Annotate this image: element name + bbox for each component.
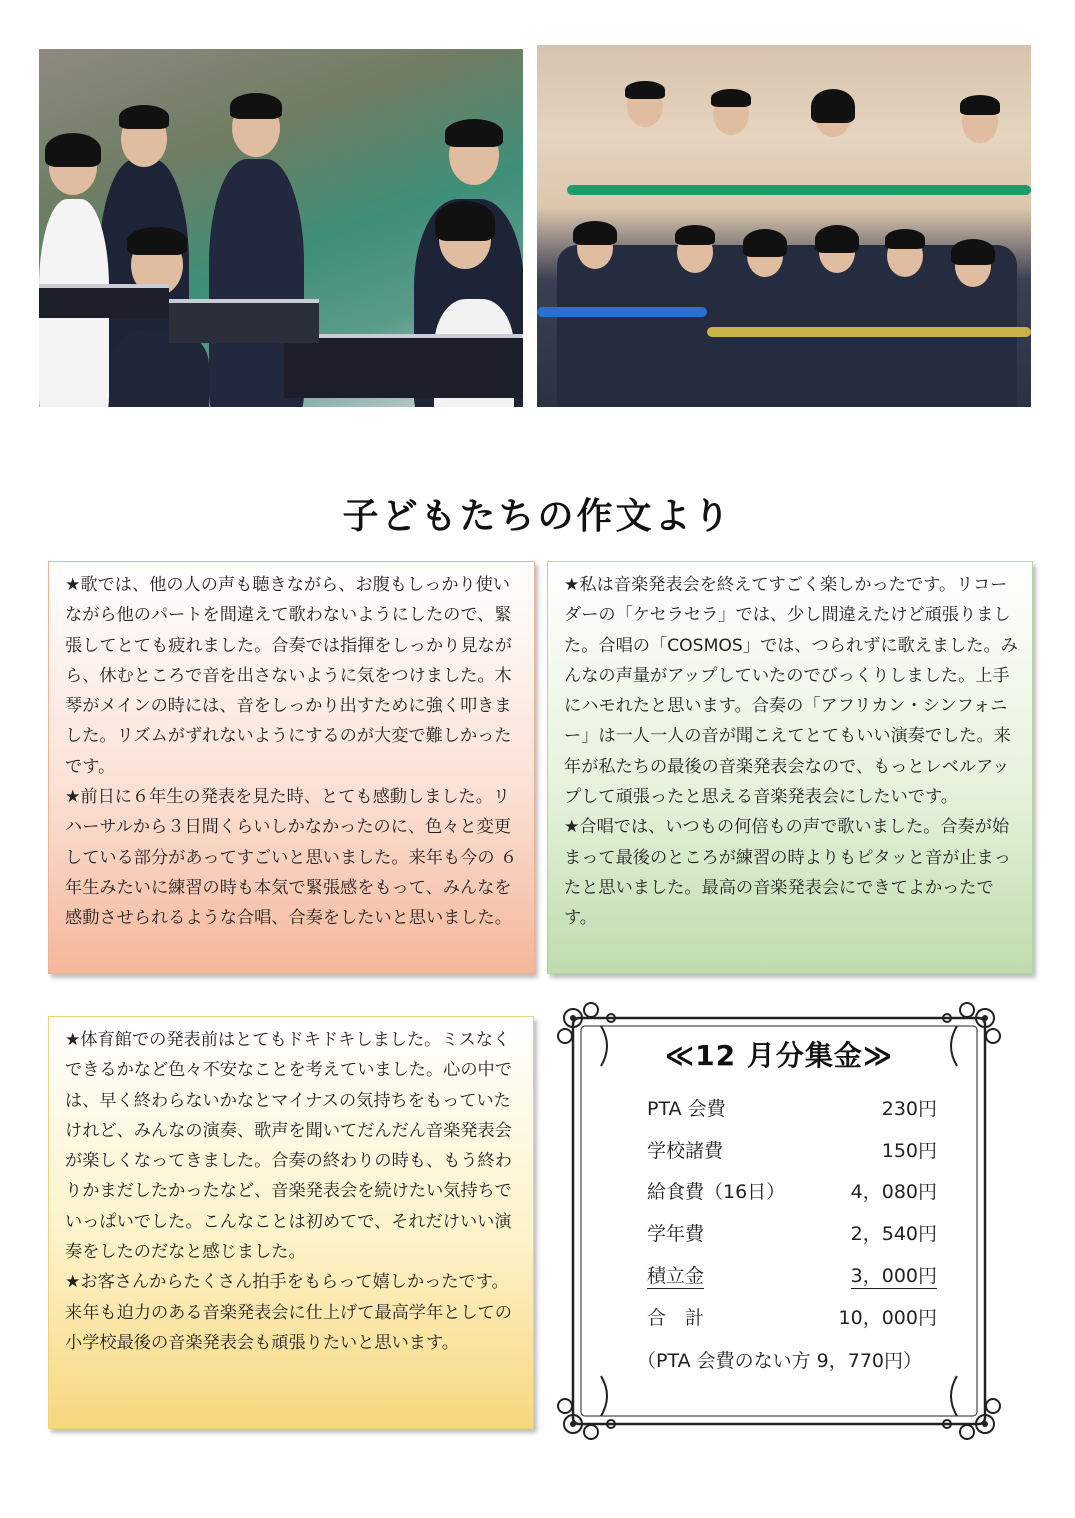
essay-box: ★体育館での発表前はとてもドキドキしました。ミスなくできるかなど色々不安なことを考えていました。心の中では、早く終わらないかなとマイナスの気持ちをもっていたけれど、みんなの演奏、歌声を聞いてだんだん音楽発表会が楽しくなってきました。合奏の終わりの時も、もう終わりかまだしたかったなど、音楽発表会を続けたい気持ちでいっぱいでした。こんなことは初めてで、それだけいい演奏をしたのだなと感じました。 ★お客さんからたくさん拍手をもらって嬉しかったです。来年も迫力のある音楽発表会に仕上げて最高学年としての小学校最後の音楽発表会も頑張りたいと思います。: [48, 1016, 534, 1429]
fee-row-grade: [647, 1219, 937, 1249]
fee-label: PTA 会費: [647, 1098, 726, 1120]
fee-amount: 10，000円: [838, 1307, 937, 1329]
fee-label: 積立金: [647, 1261, 704, 1289]
page-title: 子どもたちの作文より: [342, 496, 733, 537]
photo-ensemble-performance: [39, 49, 523, 407]
fee-row-savings: [647, 1261, 937, 1291]
fee-label: 合 計: [647, 1307, 705, 1329]
fee-amount: 4，080円: [850, 1181, 937, 1203]
fee-amount: 230円: [881, 1098, 937, 1120]
collection-title: ≪12 月分集金≫: [664, 1039, 894, 1072]
photo-recorder-performance: [537, 45, 1031, 407]
essay-box: ★私は音楽発表会を終えてすごく楽しかったです。リコーダーの「ケセラセラ」では、少し間違えたけど頑張りました。合唱の「COSMOS」では、つられずに歌えました。みんなの声量がアップしていたのでびっくりしました。上手にハモれたと思います。合奏の「アフリカン・シンフォニー」は一人一人の音が聞こえてとてもいい演奏でした。来年が私たちの最後の音楽発表会なので、もっとレベルアップして頑張ったと思える音楽発表会にしたいです。 ★合唱では、いつもの何倍もの声で歌いました。合奏が始まって最後のところが練習の時よりもピタッと音が止まったと思いました。最高の音楽発表会にできてよかったです。: [547, 561, 1033, 974]
fee-amount: 2，540円: [850, 1223, 937, 1245]
fee-row-school: [647, 1136, 937, 1166]
fee-label: 学校諸費: [647, 1140, 724, 1162]
fee-amount: 3，000円: [851, 1261, 937, 1289]
fee-note: （PTA 会費のない方 9，770円）: [637, 1350, 923, 1372]
fee-row-lunch: [647, 1177, 937, 1207]
fee-label: 学年費: [647, 1223, 705, 1245]
fee-row-total: [647, 1303, 937, 1333]
fee-label: 給食費（16日）: [647, 1181, 786, 1203]
fee-row-pta: [647, 1094, 937, 1124]
fee-amount: 150円: [881, 1140, 937, 1162]
essay-box: ★歌では、他の人の声も聴きながら、お腹もしっかり使いながら他のパートを間違えて歌わないようにしたので、緊張してとても疲れました。合奏では指揮をしっかり見ながら、休むところで音を出さないように気をつけました。木琴がメインの時には、音をしっかり出すために強く叩きました。リズムがずれないようにするのが大変で難しかったです。 ★前日に６年生の発表を見た時、とても感動しました。リハーサルから３日間くらいしかなかったのに、色々と変更している部分があってすごいと思いました。来年も今の ６ 年生みたいに練習の時も本気で緊張感をもって、みんなを感動させられるような合唱、合奏をしたいと思いました。: [48, 561, 535, 974]
collection-box: [551, 996, 1007, 1446]
